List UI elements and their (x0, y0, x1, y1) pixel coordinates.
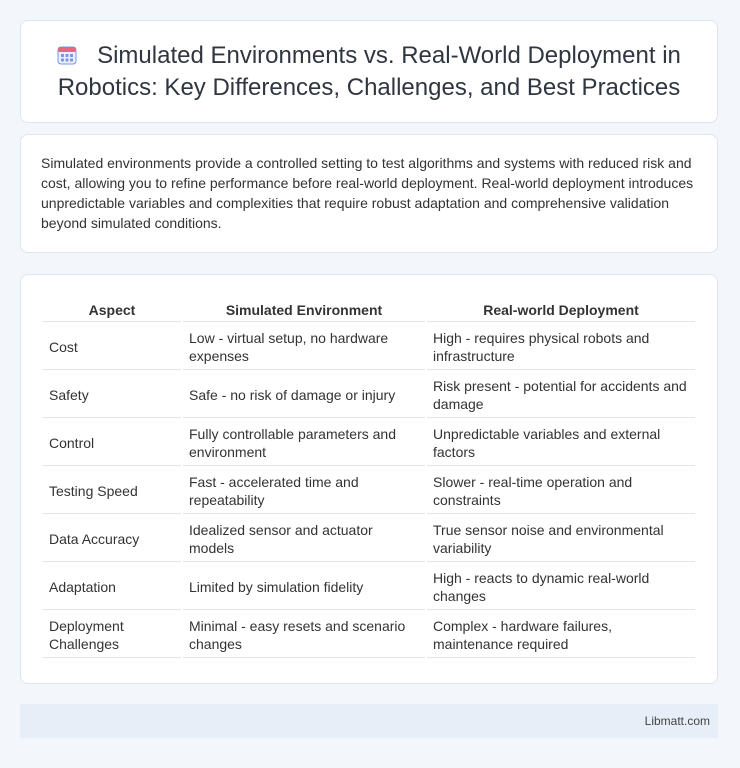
cell-aspect: Control (43, 420, 181, 466)
comparison-table (41, 295, 697, 660)
title-card (20, 20, 718, 123)
table-card (20, 274, 718, 684)
page-title (21, 40, 717, 104)
cell-real-world: Risk present - potential for accidents and damage (427, 372, 695, 418)
table-row (43, 324, 695, 370)
table-row (43, 564, 695, 610)
cell-real-world: High - requires physical robots and infrastructure (427, 324, 695, 370)
cell-simulated: Idealized sensor and actuator models (183, 516, 425, 562)
cell-aspect: Testing Speed (43, 468, 181, 514)
cell-simulated: Minimal - easy resets and scenario changes (183, 612, 425, 658)
header-aspect: Aspect (43, 297, 181, 322)
page-title-text: Simulated Environments vs. Real-World Deployment in Robotics: Key Differences, Challenges, and Best Practices (57, 41, 681, 101)
cell-simulated: Fast - accelerated time and repeatability (183, 468, 425, 514)
header-simulated: Simulated Environment (183, 297, 425, 322)
table-row (43, 420, 695, 466)
cell-simulated: Fully controllable parameters and environment (183, 420, 425, 466)
cell-simulated: Limited by simulation fidelity (183, 564, 425, 610)
cell-aspect: Safety (43, 372, 181, 418)
cell-real-world: Slower - real-time operation and constraints (427, 468, 695, 514)
header-real-world: Real-world Deployment (427, 297, 695, 322)
table-row (43, 372, 695, 418)
table-header-row (43, 297, 695, 322)
cell-aspect: Deployment Challenges (43, 612, 181, 658)
cell-real-world: True sensor noise and environmental variability (427, 516, 695, 562)
footer-brand[interactable]: Libmatt.com (644, 714, 710, 728)
intro-card (20, 134, 718, 253)
intro-text: Simulated environments provide a controlled setting to test algorithms and systems with reduced risk and cost, allowing you to refine performance before real-world deployment. Real-world deployment introduces unpredictable variables and complexities that require robust adaptation and comprehensive validation beyond simulated conditions. (41, 155, 694, 231)
table-row (43, 516, 695, 562)
cell-real-world: Complex - hardware failures, maintenance required (427, 612, 695, 658)
calendar-icon (57, 45, 77, 65)
cell-aspect: Cost (43, 324, 181, 370)
footer (20, 704, 718, 738)
cell-simulated: Low - virtual setup, no hardware expenses (183, 324, 425, 370)
cell-aspect: Adaptation (43, 564, 181, 610)
cell-simulated: Safe - no risk of damage or injury (183, 372, 425, 418)
table-row (43, 612, 695, 658)
cell-real-world: Unpredictable variables and external factors (427, 420, 695, 466)
table-row (43, 468, 695, 514)
cell-real-world: High - reacts to dynamic real-world changes (427, 564, 695, 610)
cell-aspect: Data Accuracy (43, 516, 181, 562)
